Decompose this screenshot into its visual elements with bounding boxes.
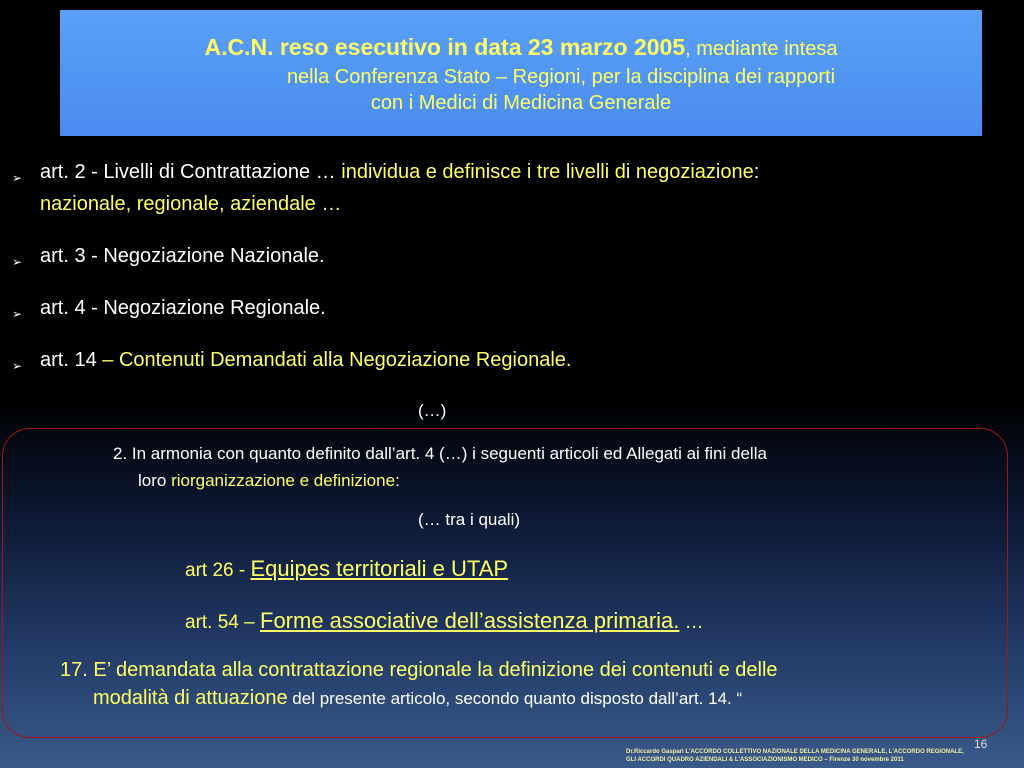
paragraph-17-line2 xyxy=(60,684,1010,713)
bullet-art-2-ellipsis: … xyxy=(315,193,342,215)
paragraph-2-highlight: riorganizzazione e definizione xyxy=(171,471,396,490)
paragraph-2 xyxy=(113,440,1013,494)
footer-line1: Dr.Riccardo Gaspari L'ACCORDO COLLETTIVO NAZIONALE DELLA MEDICINA GENERALE, L'ACCORDO REGIONALE, xyxy=(626,749,964,755)
ellipsis-2: (… tra i quali) xyxy=(418,510,521,529)
bullet-art-14-text xyxy=(40,346,571,374)
ellipsis-1: (…) xyxy=(418,401,447,420)
paragraph-2-line2 xyxy=(113,467,1013,494)
art-26-title: Equipes territoriali e UTAP xyxy=(250,556,509,581)
bullet-art-2-colon: : xyxy=(753,161,760,183)
art-26-line xyxy=(185,556,508,582)
bullet-art-14-period: . xyxy=(565,349,572,371)
bullet-art-3-text: art. 3 - Negoziazione Nazionale. xyxy=(40,245,325,267)
art-54-line xyxy=(185,608,704,634)
paragraph-17-text: E’ demandata alla contrattazione regionale la definizione dei contenuti e delle xyxy=(93,659,778,681)
title-line-1 xyxy=(60,32,982,64)
page-number: 16 xyxy=(974,737,988,751)
art-26-label: art 26 - xyxy=(185,560,251,581)
paragraph-17-highlight: modalità di attuazione xyxy=(93,687,288,709)
title-rest: , mediante intesa xyxy=(685,38,838,60)
bullet-art-14-highlight: – Contenuti Demandati alla Negoziazione Regionale xyxy=(102,349,566,371)
art-54-label: art. 54 – xyxy=(185,612,260,633)
arrow-bullet-icon: ➢ xyxy=(12,171,23,185)
bullet-art-2-prefix: art. 2 - Livelli di Contrattazione … xyxy=(40,161,342,183)
arrow-bullet-icon: ➢ xyxy=(12,255,23,269)
paragraph-17-line1 xyxy=(60,656,1010,684)
footer-line2: GLI ACCORDI QUADRO AZIENDALI & L'ASSOCIAZIONISMO MEDICO – Firenze 30 novembre 2011 xyxy=(626,757,904,763)
bullet-art-2-levels: nazionale, regionale, aziendale xyxy=(40,193,316,215)
paragraph-2-line1: 2. In armonia con quanto definito dall’art. 4 (…) i seguenti articoli ed Allegati ai fini della xyxy=(113,444,767,463)
paragraph-2-colon: : xyxy=(395,471,400,490)
bullet-art-2-line2 xyxy=(40,190,341,218)
bullet-art-14-prefix: art. 14 xyxy=(40,349,103,371)
bullet-art-2-highlight: individua e definisce i tre livelli di negoziazione xyxy=(341,161,754,183)
paragraph-17-rest: del presente articolo, secondo quanto disposto dall’art. 14. “ xyxy=(287,689,743,708)
bullet-art-2-line1 xyxy=(40,158,759,186)
art-54-title: Forme associative dell’assistenza primaria. xyxy=(260,608,680,633)
title-box xyxy=(60,10,982,136)
paragraph-17 xyxy=(60,656,1010,713)
bullet-art-4-text: art. 4 - Negoziazione Regionale. xyxy=(40,297,326,319)
art-54-ellipsis: … xyxy=(679,612,704,633)
title-line-3: con i Medici di Medicina Generale xyxy=(370,92,672,114)
paragraph-2-line2-prefix: loro xyxy=(138,471,172,490)
footer xyxy=(626,748,964,764)
title-line-2: nella Conferenza Stato – Regioni, per la disciplina dei rapporti xyxy=(286,66,836,88)
paragraph-17-number: 17. xyxy=(60,659,94,681)
arrow-bullet-icon: ➢ xyxy=(12,307,23,321)
title-bold: A.C.N. reso esecutivo in data 23 marzo 2005 xyxy=(204,34,686,60)
arrow-bullet-icon: ➢ xyxy=(12,359,23,373)
